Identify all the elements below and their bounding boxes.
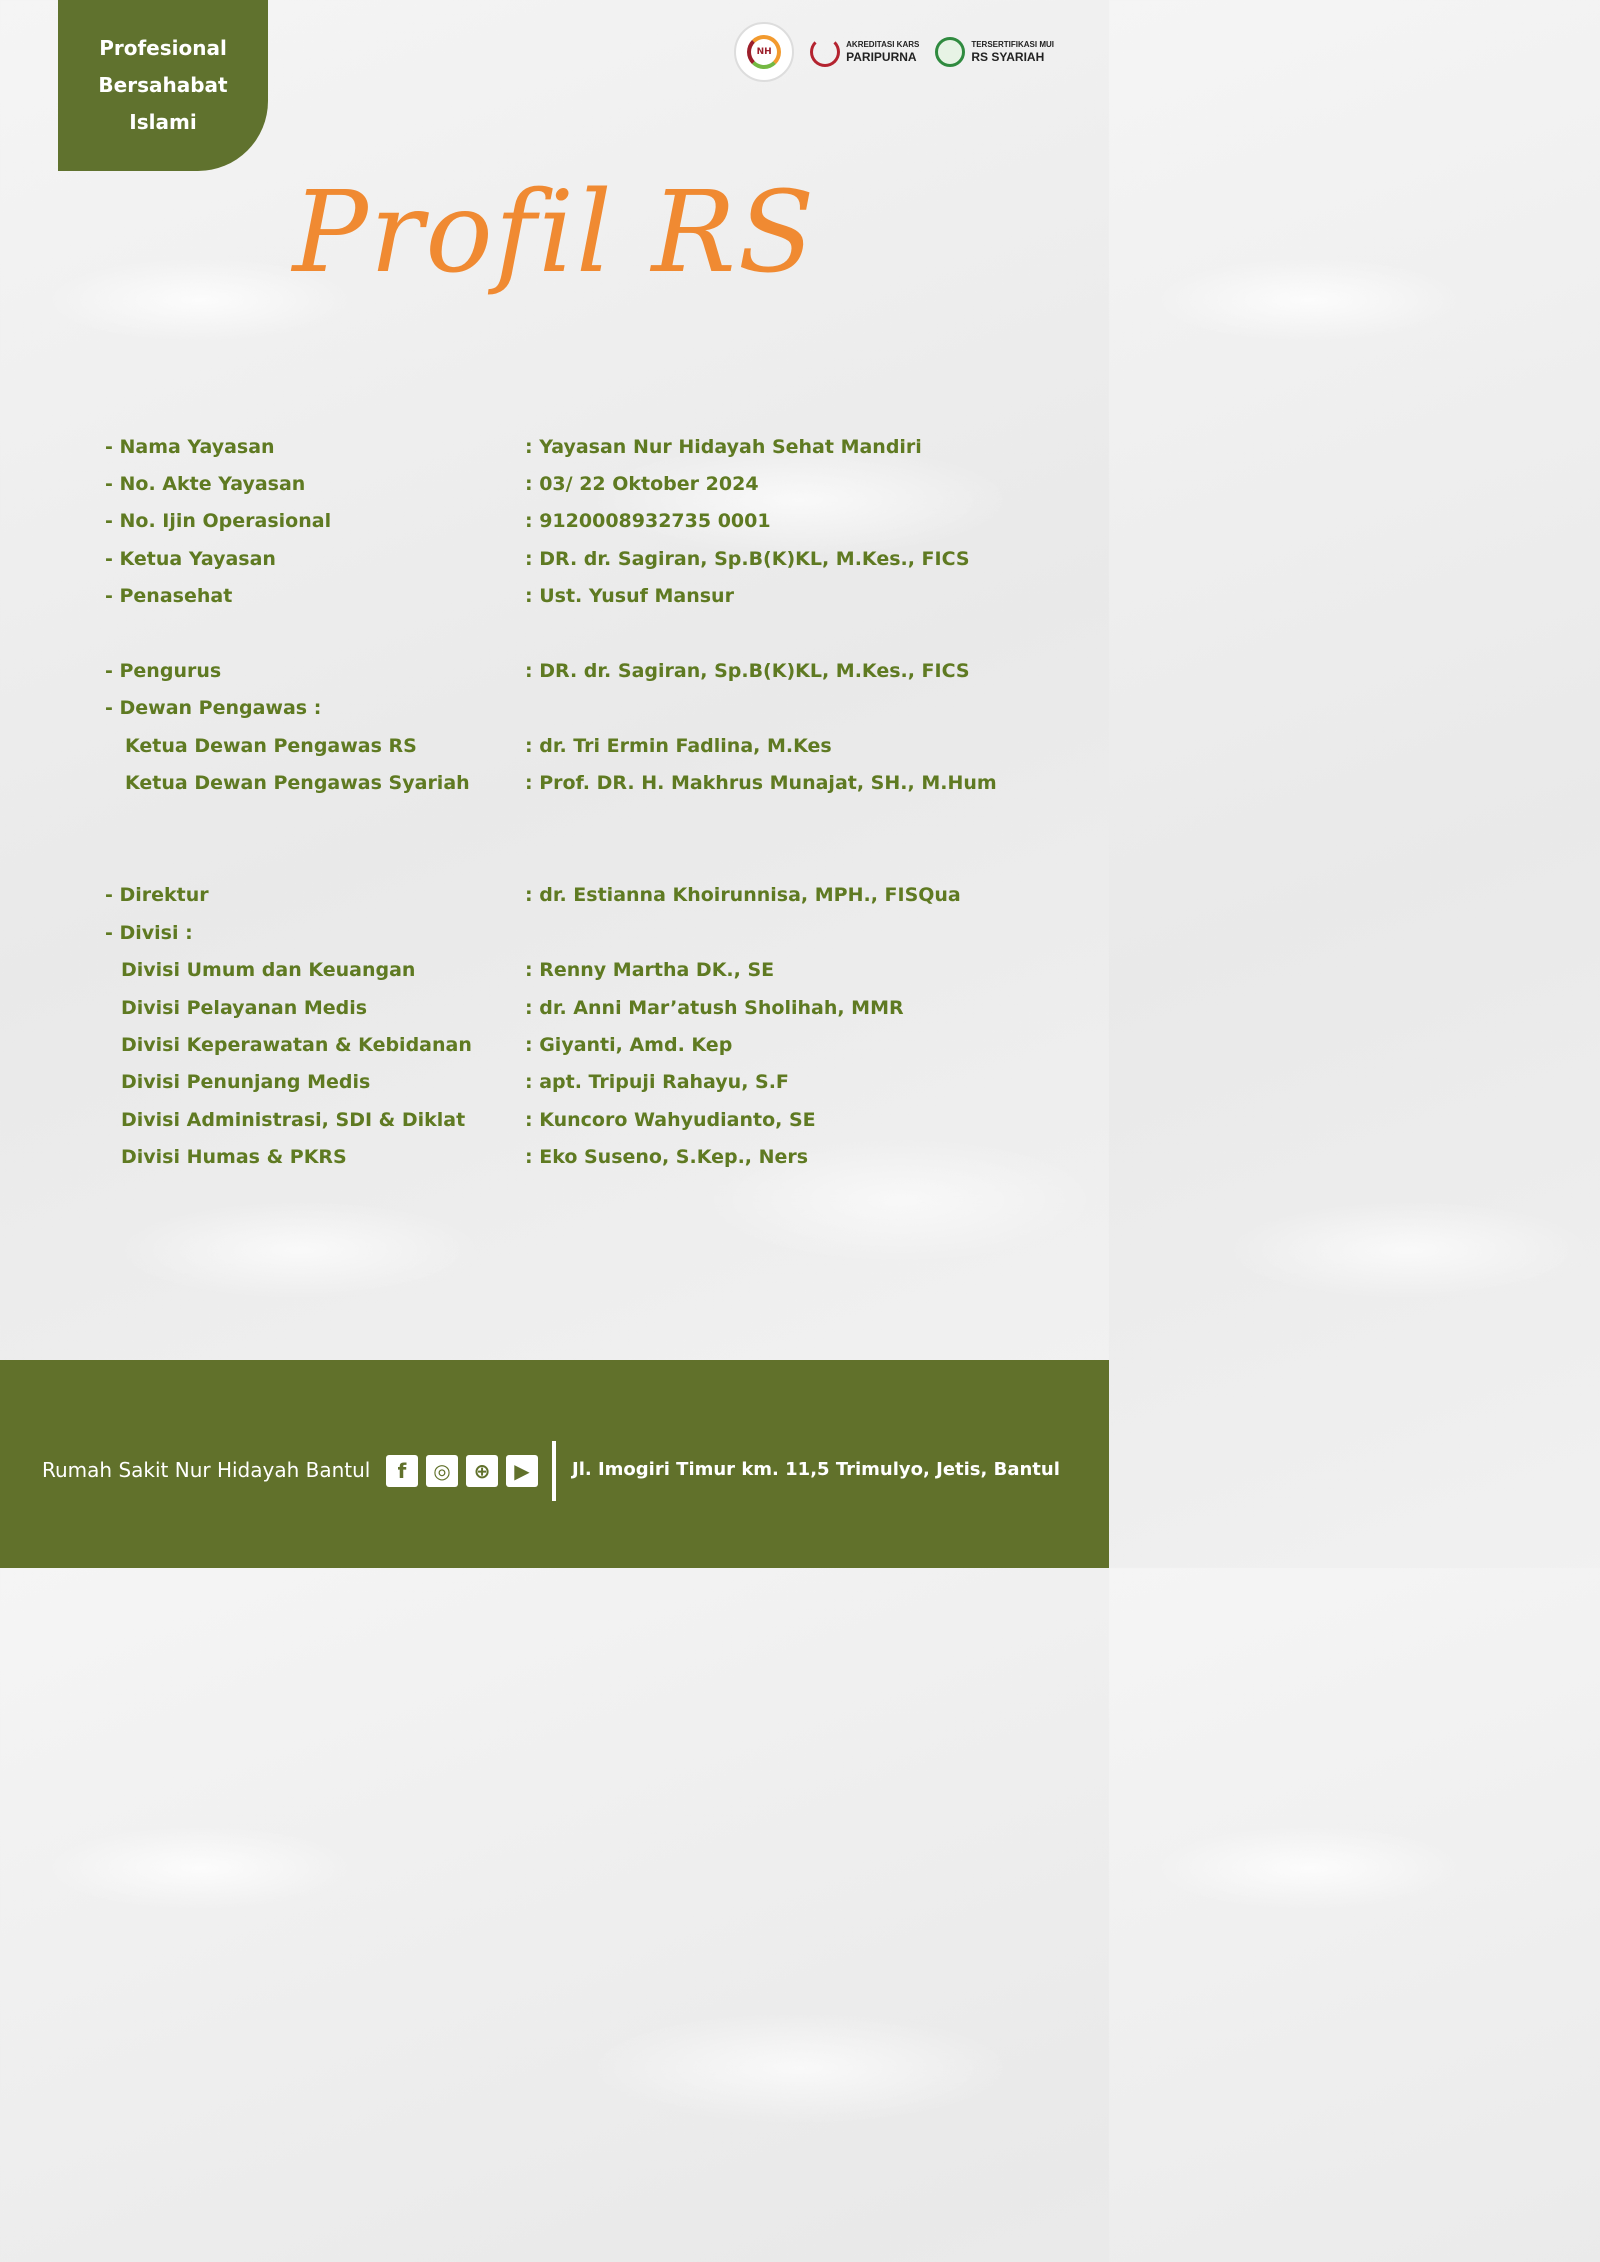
profile-value: : apt. Tripuji Rahayu, S.F [525, 1071, 789, 1094]
profile-value: : Giyanti, Amd. Kep [525, 1033, 733, 1056]
profile-label: - Nama Yayasan [105, 435, 275, 458]
tagline-line-1: Profesional [99, 36, 227, 60]
tagline-line-3: Islami [129, 110, 197, 134]
profile-label: Divisi Pelayanan Medis [121, 996, 368, 1019]
profile-value: : Eko Suseno, S.Kep., Ners [525, 1146, 809, 1169]
header-logos [734, 22, 1054, 82]
profile-value: : 9120008932735 0001 [525, 510, 771, 533]
profile-row [105, 428, 1065, 465]
profile-value: : dr. Anni Mar’atush Sholihah, MMR [525, 996, 904, 1019]
profile-label: Divisi Keperawatan & Kebidanan [121, 1033, 472, 1056]
mui-small-text: TERSERTIFIKASI MUI [971, 40, 1054, 49]
profile-value: : DR. dr. Sagiran, Sp.B(K)KL, M.Kes., FICS [525, 547, 970, 570]
profile-label: - No. Ijin Operasional [105, 510, 332, 533]
profile-label: - Divisi : [105, 921, 193, 944]
profile-value: : Renny Martha DK., SE [525, 959, 775, 982]
tagline-box [58, 0, 268, 171]
profile-list [105, 428, 1065, 1176]
profile-row [105, 578, 1065, 615]
profile-row [105, 765, 1065, 802]
footer [0, 1360, 1109, 1568]
hospital-logo-mark: NH [747, 35, 781, 69]
profile-label: Divisi Umum dan Keuangan [121, 959, 416, 982]
kars-accreditation-badge [810, 37, 919, 67]
profile-row [105, 727, 1065, 764]
profile-row [105, 1064, 1065, 1101]
profile-label: - No. Akte Yayasan [105, 473, 306, 496]
profile-value: : dr. Estianna Khoirunnisa, MPH., FISQua [525, 884, 961, 907]
profile-value: : Prof. DR. H. Makhrus Munajat, SH., M.Hum [525, 772, 997, 795]
profile-value: : Yayasan Nur Hidayah Sehat Mandiri [525, 435, 922, 458]
profile-label: - Pengurus [105, 660, 222, 683]
profile-row [105, 503, 1065, 540]
mui-certification-badge [935, 37, 1054, 67]
profile-label: Divisi Humas & PKRS [121, 1146, 347, 1169]
profile-value: : DR. dr. Sagiran, Sp.B(K)KL, M.Kes., FICS [525, 660, 970, 683]
spacer [105, 802, 1065, 877]
profile-row [105, 951, 1065, 988]
facebook-icon[interactable]: f [386, 1455, 418, 1487]
profile-row [105, 1138, 1065, 1175]
profile-row [105, 1026, 1065, 1063]
page-title: Profil RS [292, 168, 817, 298]
profile-label: Ketua Dewan Pengawas Syariah [125, 772, 470, 795]
tagline-line-2: Bersahabat [98, 73, 228, 97]
youtube-icon[interactable]: ▶ [506, 1455, 538, 1487]
instagram-icon[interactable]: ◎ [426, 1455, 458, 1487]
profile-value: : dr. Tri Ermin Fadlina, M.Kes [525, 734, 832, 757]
hospital-logo [734, 22, 794, 82]
footer-address: Jl. Imogiri Timur km. 11,5 Trimulyo, Jetis, Bantul [572, 1459, 1060, 1480]
profile-label: - Penasehat [105, 585, 233, 608]
profile-label: Divisi Administrasi, SDI & Diklat [121, 1108, 466, 1131]
profile-label: - Direktur [105, 884, 209, 907]
profile-row [105, 877, 1065, 914]
profile-row [105, 540, 1065, 577]
kars-big-text: PARIPURNA [846, 50, 917, 64]
web-icon[interactable]: ⊕ [466, 1455, 498, 1487]
profile-value: : Ust. Yusuf Mansur [525, 585, 734, 608]
profile-row [105, 914, 1065, 951]
profile-label: Ketua Dewan Pengawas RS [125, 734, 417, 757]
profile-label: Divisi Penunjang Medis [121, 1071, 371, 1094]
profile-value: : Kuncoro Wahyudianto, SE [525, 1108, 816, 1131]
profile-row [105, 690, 1065, 727]
social-icons [386, 1455, 538, 1487]
profile-row [105, 989, 1065, 1026]
profile-value: : 03/ 22 Oktober 2024 [525, 473, 759, 496]
spacer [105, 615, 1065, 652]
profile-label: - Dewan Pengawas : [105, 697, 322, 720]
mui-big-text: RS SYARIAH [971, 50, 1045, 64]
kars-small-text: AKREDITASI KARS [846, 40, 920, 49]
profile-row [105, 1101, 1065, 1138]
profile-row [105, 652, 1065, 689]
mui-icon [935, 37, 965, 67]
kars-icon [810, 37, 840, 67]
footer-hospital-name: Rumah Sakit Nur Hidayah Bantul [42, 1458, 371, 1482]
footer-divider [552, 1441, 556, 1501]
profile-row [105, 465, 1065, 502]
profile-label: - Ketua Yayasan [105, 547, 276, 570]
